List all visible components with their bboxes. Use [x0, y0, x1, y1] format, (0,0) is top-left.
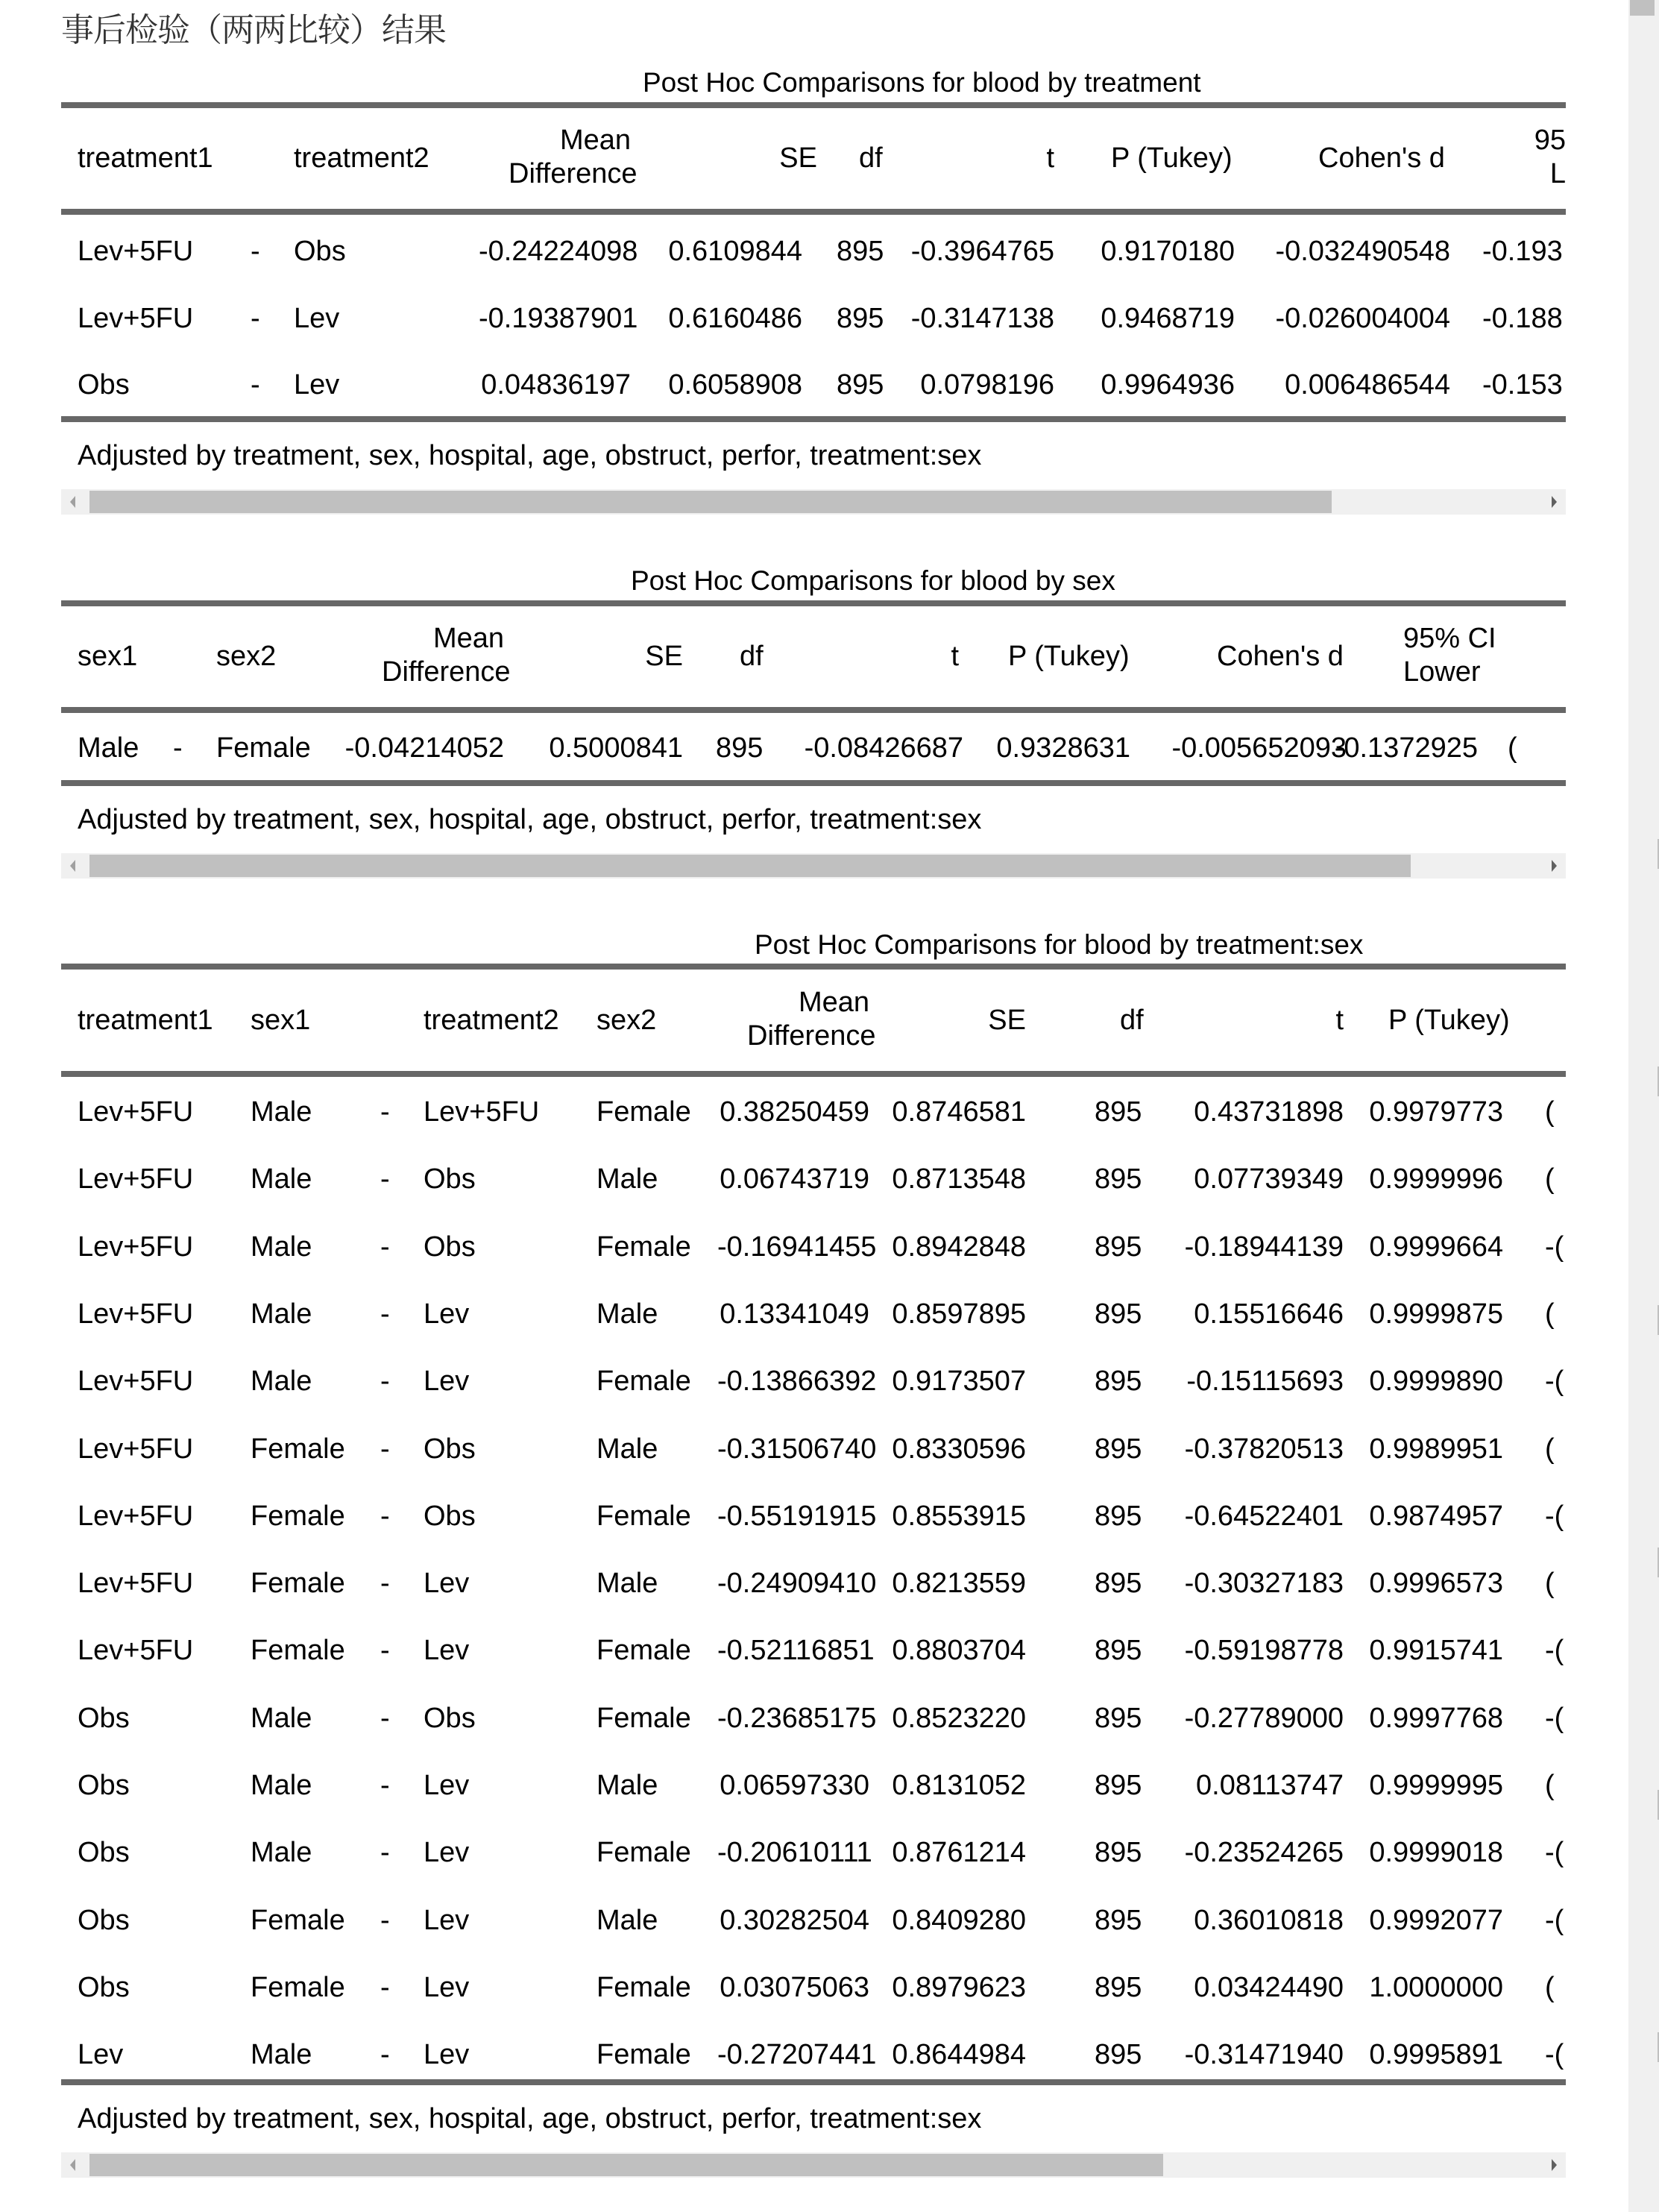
table-cell: -0.59198778 — [1184, 1635, 1344, 1667]
table-cell: Female — [251, 1635, 345, 1667]
table-cell: -0.27207441 — [717, 2039, 877, 2071]
table-cell: ( — [1545, 1163, 1555, 1195]
top-rule — [61, 102, 1566, 108]
bottom-rule — [61, 2079, 1566, 2085]
table-cell: Female — [596, 1366, 691, 1398]
table-cell: Lev — [424, 1904, 470, 1936]
table-cell: 0.8803704 — [892, 1635, 1026, 1667]
table-row — [61, 1769, 1566, 1806]
table-cell: 0.8409280 — [892, 1904, 1026, 1936]
table-cell: 0.08113747 — [1196, 1770, 1344, 1801]
table-cell: 0.9989951 — [1369, 1433, 1503, 1465]
table-cell: Lev — [424, 1635, 470, 1667]
table-cell: 895 — [1095, 1231, 1142, 1263]
table-row — [61, 1231, 1566, 1268]
table-scroll-area — [61, 565, 1566, 893]
table-cell: Lev+5FU — [78, 1163, 194, 1195]
table-cell: Female — [251, 1904, 345, 1936]
table-cell: 895 — [1095, 1770, 1142, 1801]
table-cell: 0.36010818 — [1194, 1904, 1344, 1936]
table-cell: 0.38250459 — [720, 1096, 869, 1128]
table-cell: Obs — [78, 1904, 130, 1936]
table-cell: -0.15115693 — [1186, 1366, 1344, 1398]
table-cell: -0.16941455 — [717, 1231, 877, 1263]
table-treatment — [61, 67, 1566, 522]
col-header-df: df — [1120, 1005, 1144, 1036]
col-header-cohens-d: Cohen's d — [1318, 142, 1445, 174]
col-header-sex2: sex2 — [216, 641, 277, 672]
table-cell: 0.9999996 — [1369, 1163, 1503, 1195]
table-cell: Obs — [424, 1231, 476, 1263]
table-cell: 0.8330596 — [892, 1433, 1026, 1465]
table-cell: 0.15516646 — [1194, 1298, 1344, 1330]
table-cell: Obs — [78, 1837, 130, 1869]
table-cell: Lev+5FU — [424, 1096, 540, 1128]
table-cell: 895 — [1095, 1366, 1142, 1398]
table-cell: - — [380, 1163, 390, 1195]
table-cell: 0.9995891 — [1369, 2039, 1503, 2071]
table-row — [61, 1163, 1566, 1200]
page-title: 事后检验（两两比较）结果 — [61, 11, 446, 49]
table-title: Post Hoc Comparisons for blood by treatment — [643, 67, 1201, 98]
table-row: Lev+5FU - Obs -0.24224098 0.6109844 895 -0.3964765 0.9170180 -0.032490548 -0.193 — [78, 236, 1563, 267]
table-footnote: Adjusted by treatment, sex, hospital, age, obstruct, perfor, treatment:sex — [78, 804, 982, 835]
table-cell: Obs — [78, 1702, 130, 1734]
table-cell: Female — [596, 1096, 691, 1128]
table-cell: -0.23685175 — [717, 1702, 877, 1734]
table-cell: Male — [596, 1298, 658, 1330]
table-row — [61, 1298, 1566, 1335]
table-cell: 895 — [1095, 1096, 1142, 1128]
table-cell: Lev — [424, 1770, 470, 1801]
table-cell: Male — [251, 1366, 312, 1398]
table-cell: - — [380, 1231, 390, 1263]
col-header-treatment1: treatment1 — [78, 142, 213, 174]
table-row — [61, 1702, 1566, 1739]
table-cell: - — [380, 1298, 390, 1330]
table-cell: Male — [251, 1096, 312, 1128]
table-row — [61, 1904, 1566, 1941]
col-header-p-tukey: P (Tukey) — [1388, 1005, 1510, 1036]
table-cell: Male — [596, 1163, 658, 1195]
table-cell: Female — [596, 1971, 691, 2003]
table-cell: 0.9999018 — [1369, 1837, 1503, 1869]
table-cell: 0.8761214 — [892, 1837, 1026, 1869]
table-cell: 0.9999995 — [1369, 1770, 1503, 1801]
vertical-scrollbar-thumb[interactable] — [1630, 0, 1655, 16]
table-cell: 0.9996573 — [1369, 1568, 1503, 1600]
table-cell: -0.52116851 — [717, 1635, 875, 1667]
table-cell: 895 — [1095, 1433, 1142, 1465]
horizontal-scrollbar[interactable] — [61, 2152, 1566, 2178]
top-rule — [61, 600, 1566, 606]
table-cell: 1.0000000 — [1369, 1971, 1503, 2003]
table-cell: -( — [1545, 1837, 1564, 1869]
table-scroll-area — [61, 929, 1566, 2190]
table-cell: -( — [1545, 1231, 1564, 1263]
col-header-treatment2: treatment2 — [294, 142, 429, 174]
table-title: Post Hoc Comparisons for blood by sex — [631, 565, 1115, 596]
col-header-mean-difference: Mean Difference — [509, 125, 638, 189]
table-cell: Lev — [424, 1568, 470, 1600]
table-cell: 0.30282504 — [720, 1904, 869, 1936]
col-header-t: t — [1335, 1005, 1344, 1036]
table-cell: - — [380, 1702, 390, 1734]
table-row — [61, 1567, 1566, 1604]
table-cell: 895 — [1095, 1702, 1142, 1734]
table-cell: -0.31471940 — [1184, 2039, 1344, 2071]
table-cell: ( — [1545, 1770, 1555, 1801]
table-cell: Obs — [424, 1433, 476, 1465]
table-cell: Male — [596, 1433, 658, 1465]
col-header-se: SE — [645, 641, 683, 672]
col-header-sex2: sex2 — [596, 1005, 657, 1036]
table-cell: 895 — [1095, 1298, 1142, 1330]
scrollbar-thumb[interactable] — [89, 491, 1332, 513]
table-cell: Lev+5FU — [78, 1500, 194, 1532]
col-header-mean-difference: Mean Difference — [747, 987, 876, 1052]
col-header-ci-lower: 95% CI Lower — [1403, 623, 1496, 688]
table-title: Post Hoc Comparisons for blood by treatment:sex — [755, 929, 1364, 960]
table-cell: - — [380, 1500, 390, 1532]
table-cell: Obs — [424, 1500, 476, 1532]
scrollbar-thumb[interactable] — [89, 855, 1411, 877]
table-row — [61, 1500, 1566, 1537]
table-cell: Male — [596, 1568, 658, 1600]
table-cell: 0.9915741 — [1369, 1635, 1503, 1667]
table-cell: 0.9173507 — [892, 1366, 1026, 1398]
table-cell: Lev+5FU — [78, 1096, 194, 1128]
table-cell: Male — [251, 1770, 312, 1801]
table-cell: -0.64522401 — [1184, 1500, 1344, 1532]
table-treatment-sex — [61, 929, 1566, 2190]
table-cell: ( — [1545, 1971, 1555, 2003]
table-row: Lev+5FU - Lev -0.19387901 0.6160486 895 -0.3147138 0.9468719 -0.026004004 -0.188 — [78, 303, 1563, 334]
table-row — [61, 1365, 1566, 1402]
table-row — [61, 1096, 1566, 1133]
table-cell: Female — [596, 1500, 691, 1532]
table-scroll-area — [61, 67, 1566, 522]
table-cell: Male — [251, 1837, 312, 1869]
table-cell: Male — [251, 1231, 312, 1263]
table-cell: -( — [1545, 1500, 1564, 1532]
col-header-t: t — [1046, 142, 1054, 174]
table-cell: - — [380, 2039, 390, 2071]
table-cell: 895 — [1095, 1500, 1142, 1532]
col-header-cohens-d: Cohen's d — [1217, 641, 1344, 672]
table-row — [61, 1971, 1566, 2008]
table-cell: 895 — [1095, 2039, 1142, 2071]
scroll-left-arrow-icon[interactable] — [70, 860, 75, 872]
table-cell: 0.13341049 — [720, 1298, 869, 1330]
table-cell: -( — [1545, 1366, 1564, 1398]
table-cell: - — [380, 1433, 390, 1465]
header-rule — [61, 707, 1566, 713]
table-cell: 0.9874957 — [1369, 1500, 1503, 1532]
table-cell: 895 — [1095, 1971, 1142, 2003]
table-cell: 0.8131052 — [892, 1770, 1026, 1801]
table-cell: -0.23524265 — [1184, 1837, 1344, 1869]
table-cell: 0.9999890 — [1369, 1366, 1503, 1398]
col-header-mean-difference: Mean Difference — [382, 623, 511, 688]
table-cell: 895 — [1095, 1163, 1142, 1195]
table-cell: Male — [251, 1702, 312, 1734]
col-header-se: SE — [988, 1005, 1026, 1036]
table-cell: 0.9992077 — [1369, 1904, 1503, 1936]
table-cell: Obs — [78, 1770, 130, 1801]
table-cell: -0.20610111 — [717, 1837, 872, 1869]
table-cell: Lev+5FU — [78, 1433, 194, 1465]
table-cell: 0.8713548 — [892, 1163, 1026, 1195]
table-cell: -( — [1545, 1635, 1564, 1667]
col-header-p-tukey: P (Tukey) — [1008, 641, 1130, 672]
table-cell: 0.9979773 — [1369, 1096, 1503, 1128]
table-cell: Obs — [78, 1971, 130, 2003]
table-cell: - — [380, 1971, 390, 2003]
table-cell: -( — [1545, 1702, 1564, 1734]
table-cell: -0.37820513 — [1184, 1433, 1344, 1465]
table-cell: Female — [596, 1231, 691, 1263]
scroll-right-arrow-icon[interactable] — [1552, 2159, 1557, 2171]
scroll-left-arrow-icon[interactable] — [70, 496, 75, 508]
table-cell: Lev+5FU — [78, 1231, 194, 1263]
col-header-ci-lower: 95 L — [1534, 125, 1566, 189]
table-cell: -0.55191915 — [717, 1500, 877, 1532]
table-row — [61, 1634, 1566, 1671]
table-cell: - — [380, 1635, 390, 1667]
scroll-left-arrow-icon[interactable] — [70, 2159, 75, 2171]
table-cell: Female — [251, 1433, 345, 1465]
table-cell: Lev — [424, 1971, 470, 2003]
table-cell: Lev+5FU — [78, 1366, 194, 1398]
table-cell: 0.8979623 — [892, 1971, 1026, 2003]
table-cell: 0.43731898 — [1194, 1096, 1344, 1128]
table-cell: Male — [251, 2039, 312, 2071]
table-cell: - — [380, 1904, 390, 1936]
table-cell: 0.06597330 — [720, 1770, 869, 1801]
col-header-df: df — [859, 142, 883, 174]
table-cell: Female — [596, 2039, 691, 2071]
table-cell: 0.06743719 — [720, 1163, 869, 1195]
scroll-right-arrow-icon[interactable] — [1552, 860, 1557, 872]
table-row: Obs - Lev 0.04836197 0.6058908 895 0.0798196 0.9964936 0.006486544 -0.153 — [78, 369, 1563, 400]
table-cell: Obs — [424, 1702, 476, 1734]
table-cell: 0.9997768 — [1369, 1702, 1503, 1734]
col-header-p-tukey: P (Tukey) — [1111, 142, 1233, 174]
table-cell: - — [380, 1770, 390, 1801]
table-cell: 0.8213559 — [892, 1568, 1026, 1600]
horizontal-scrollbar[interactable] — [61, 489, 1566, 515]
table-cell: 0.8746581 — [892, 1096, 1026, 1128]
scrollbar-thumb[interactable] — [89, 2154, 1163, 2176]
table-cell: 0.8553915 — [892, 1500, 1026, 1532]
col-header-treatment1: treatment1 — [78, 1005, 213, 1036]
table-cell: Lev — [424, 1837, 470, 1869]
top-rule — [61, 964, 1566, 970]
col-header-se: SE — [779, 142, 817, 174]
header-rule — [61, 209, 1566, 215]
table-cell: 0.8644984 — [892, 2039, 1026, 2071]
table-cell: ( — [1545, 1096, 1555, 1128]
horizontal-scrollbar[interactable] — [61, 853, 1566, 879]
table-cell: Lev — [424, 2039, 470, 2071]
col-header-sex1: sex1 — [78, 641, 138, 672]
table-cell: Lev — [78, 2039, 124, 2071]
table-cell: -( — [1545, 2039, 1564, 2071]
bottom-rule — [61, 416, 1566, 422]
table-cell: Female — [596, 1702, 691, 1734]
table-footnote: Adjusted by treatment, sex, hospital, age, obstruct, perfor, treatment:sex — [78, 2103, 982, 2134]
scroll-right-arrow-icon[interactable] — [1552, 496, 1557, 508]
table-cell: Male — [596, 1770, 658, 1801]
table-cell: 0.8523220 — [892, 1702, 1026, 1734]
table-cell: 0.03424490 — [1194, 1971, 1344, 2003]
table-cell: Female — [596, 1837, 691, 1869]
table-row: Male - Female -0.04214052 0.5000841 895 -0.08426687 0.9328631 -0.005652093 -0.1372925 ( — [78, 732, 1517, 764]
table-cell: 0.8597895 — [892, 1298, 1026, 1330]
table-row — [61, 2038, 1566, 2076]
table-cell: 0.07739349 — [1194, 1163, 1344, 1195]
col-header-sex1: sex1 — [251, 1005, 311, 1036]
table-cell: -0.27789000 — [1184, 1702, 1344, 1734]
table-cell: Lev+5FU — [78, 1568, 194, 1600]
table-cell: Male — [251, 1298, 312, 1330]
table-cell: Lev+5FU — [78, 1298, 194, 1330]
table-cell: - — [380, 1096, 390, 1128]
col-header-t: t — [951, 641, 959, 672]
table-cell: Male — [251, 1163, 312, 1195]
table-sex — [61, 565, 1566, 893]
bottom-rule — [61, 780, 1566, 786]
table-cell: -0.31506740 — [717, 1433, 877, 1465]
col-header-treatment2: treatment2 — [424, 1005, 559, 1036]
table-cell: 895 — [1095, 1837, 1142, 1869]
table-cell: 895 — [1095, 1568, 1142, 1600]
table-cell: -0.18944139 — [1184, 1231, 1344, 1263]
table-cell: Female — [596, 1635, 691, 1667]
table-cell: Male — [596, 1904, 658, 1936]
table-cell: - — [380, 1837, 390, 1869]
table-cell: 0.8942848 — [892, 1231, 1026, 1263]
table-cell: -0.24909410 — [717, 1568, 877, 1600]
table-cell: 0.03075063 — [720, 1971, 869, 2003]
table-cell: - — [380, 1568, 390, 1600]
table-cell: - — [380, 1366, 390, 1398]
table-row — [61, 1836, 1566, 1873]
table-row — [61, 1433, 1566, 1470]
table-cell: 0.9999664 — [1369, 1231, 1503, 1263]
header-rule — [61, 1071, 1566, 1077]
table-cell: -0.30327183 — [1184, 1568, 1344, 1600]
table-cell: ( — [1545, 1568, 1555, 1600]
table-cell: Female — [251, 1971, 345, 2003]
table-cell: ( — [1545, 1298, 1555, 1330]
table-cell: 0.9999875 — [1369, 1298, 1503, 1330]
table-cell: ( — [1545, 1433, 1555, 1465]
vertical-scrollbar[interactable] — [1628, 0, 1659, 2212]
table-cell: Female — [251, 1568, 345, 1600]
table-cell: Lev — [424, 1298, 470, 1330]
table-cell: Lev — [424, 1366, 470, 1398]
table-cell: -( — [1545, 1904, 1564, 1936]
table-cell: Female — [251, 1500, 345, 1532]
table-cell: 895 — [1095, 1904, 1142, 1936]
table-cell: Lev+5FU — [78, 1635, 194, 1667]
table-cell: 895 — [1095, 1635, 1142, 1667]
col-header-df: df — [740, 641, 764, 672]
table-footnote: Adjusted by treatment, sex, hospital, age, obstruct, perfor, treatment:sex — [78, 440, 982, 471]
table-cell: Obs — [424, 1163, 476, 1195]
table-cell: -0.13866392 — [717, 1366, 877, 1398]
